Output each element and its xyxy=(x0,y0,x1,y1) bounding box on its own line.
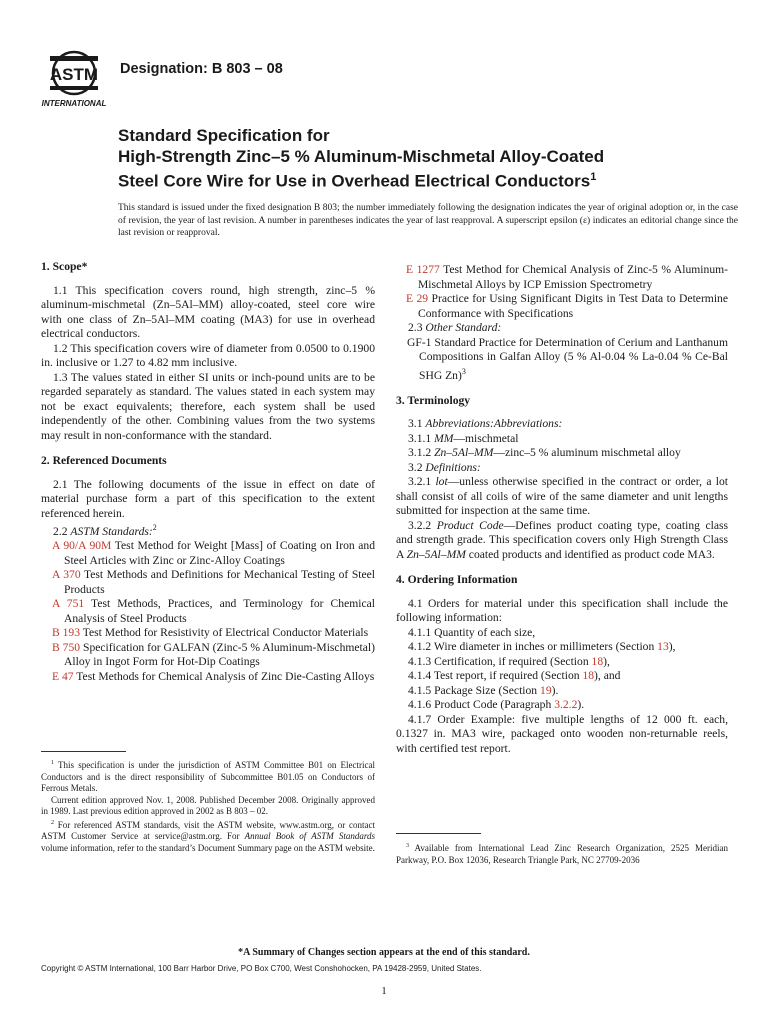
ref-link-a90[interactable]: A 90/A 90M xyxy=(52,539,112,553)
section-link-18[interactable]: 18 xyxy=(591,654,604,668)
para-4-1: 4.1 Orders for material under this specification shall include the following information: xyxy=(396,596,728,625)
ref-link-e47[interactable]: E 47 xyxy=(52,669,74,683)
section-link-13[interactable]: 13 xyxy=(657,640,669,654)
ref-gf1: GF-1 Standard Practice for Determination of Cerium and Lanthanum Compositions in Galfan Alloy (5 % Al-0.04 % La-0.04 % Ce-Bal SHG Zn)$^3$ xyxy=(407,335,728,382)
right-column xyxy=(396,263,728,756)
section-2-heading: 2. Referenced Documents xyxy=(41,454,167,467)
para-3-1: 3.1 Abbreviations:Abbreviations: xyxy=(408,417,563,431)
footnote-2: $^2$ For referenced ASTM standards, visit the ASTM website, www.astm.org, or contact ASTM Customer Service at service@astm.org. For Annual Book of ASTM Standards volume information, refer to the standard’s Document Summary page on the ASTM website. xyxy=(41,819,376,853)
document-title xyxy=(118,125,738,192)
footnotes-right xyxy=(396,841,728,866)
para-2-3: 2.3 Other Standard: xyxy=(408,321,502,334)
page-number: 1 xyxy=(381,985,387,997)
ref-e29: E 29 Practice for Using Significant Digits in Test Data to Determine Conformance with Specifications xyxy=(406,292,728,320)
para-3-2-1: 3.2.1 lot—unless otherwise specified in the contract or order, a lot shall consist of all coils of wire of the same diameter and unit lengths submitted for inspection at the same time. xyxy=(396,475,728,518)
footnote-1b: Current edition approved Nov. 1, 2008. Published December 2008. Originally approved in 1989. Last previous edition approved in 2002 as B 803 – 02. xyxy=(41,794,375,816)
para-4-1-4: 4.1.4 Test report, if required (Section 18), and xyxy=(408,669,621,683)
footnote-1: $^1$ This specification is under the jurisdiction of ASTM Committee B01 on Electrical Conductors and is the direct responsibility of Subcommittee B01.05 on Conductors of Ferrous Metals. xyxy=(41,760,375,793)
section-link-19[interactable]: 19 xyxy=(540,683,552,697)
para-1-2: 1.2 This specification covers wire of diameter from 0.0500 to 0.1900 in. inclusive or 1.27 to 4.82 mm inclusive. xyxy=(41,341,375,369)
section-link-18b[interactable]: 18 xyxy=(582,669,595,683)
para-4-1-6: 4.1.6 Product Code (Paragraph 3.2.2). xyxy=(408,698,585,712)
para-1-1: 1.1 This specification covers round, high strength, zinc–5 % aluminum-mischmetal (Zn–5Al–MM) alloy-coated, steel core wire with one class of Zn–5Al–MM coating (MA3) for use in overhead electrical conductors. xyxy=(41,283,375,340)
footnotes-left xyxy=(41,758,375,854)
title-footnote-mark: 1 xyxy=(590,171,597,183)
logo-caption: INTERNATIONAL xyxy=(41,99,107,108)
ref-link-e1277[interactable]: E 1277 xyxy=(406,263,440,276)
footnote-rule-right xyxy=(396,833,481,834)
ref-e47: E 47 Test Methods for Chemical Analysis of Zinc Die-Casting Alloys xyxy=(52,669,375,683)
summary-note: *A Summary of Changes section appears at the end of this standard. xyxy=(238,947,530,958)
para-3-2-2: 3.2.2 Product Code—Defines product coating type, coating class and strength grade. This specification covers only High Strength Class A Zn–5Al–MM coated products and identified as product code MA3. xyxy=(396,518,728,561)
issue-note: This standard is issued under the fixed designation B 803; the number immediately following the designation indicates the year of original adoption or, in the case of revision, the year of last revision. A number in parentheses indicates the year of last reapproval. A superscript epsilon (ε) indicates an editorial change since the last revision or reapproval. xyxy=(118,203,738,238)
ref-link-a370[interactable]: A 370 xyxy=(52,568,81,582)
ref-b750: B 750 Specification for GALFAN (Zinc-5 % Aluminum-Mischmetal) Alloy in Ingot Form for Hot-Dip Coatings xyxy=(52,640,375,669)
left-column xyxy=(41,260,375,684)
section-4-heading: 4. Ordering Information xyxy=(396,573,518,587)
svg-text:ASTM: ASTM xyxy=(49,65,99,84)
footnote-3: $^3$ Available from International Lead Zinc Research Organization, 2525 Meridian Parkway, P.O. Box 12036, Research Triangle Park, NC 27709-2036 xyxy=(396,843,728,865)
para-1-3: 1.3 The values stated in either SI units or inch-pound units are to be regarded separately as standard. The values stated in each system may not be exact equivalents; therefore, each system shall be used independently of the other. Combining values from the two systems may result in non-conformance with the standard. xyxy=(41,370,375,442)
para-3-2: 3.2 Definitions: xyxy=(408,460,481,474)
para-4-1-5: 4.1.5 Package Size (Section 19). xyxy=(408,683,559,697)
ref-a370: A 370 Test Methods and Definitions for Mechanical Testing of Steel Products xyxy=(52,568,375,596)
designation: Designation: B 803 – 08 xyxy=(120,61,283,77)
ref-link-e29[interactable]: E 29 xyxy=(406,292,429,305)
title-line-3 xyxy=(118,167,738,192)
ref-link-a751[interactable]: A 751 xyxy=(52,597,85,611)
para-4-1-2: 4.1.2 Wire diameter in inches or millimeters (Section 13), xyxy=(408,640,676,654)
ref-e1277: E 1277 Test Method for Chemical Analysis of Zinc-5 % Aluminum-Mischmetal Alloys by ICP Emission Spectrometry xyxy=(406,263,728,291)
para-4-1-1: 4.1.1 Quantity of each size, xyxy=(408,625,536,639)
title-line-2: High-Strength Zinc–5 % Aluminum-Mischmetal Alloy-Coated xyxy=(118,147,605,166)
astm-logo xyxy=(36,48,112,110)
para-2-2: 2.2 ASTM Standards:$^2$ xyxy=(53,523,157,538)
ref-a90: A 90/A 90M Test Method for Weight [Mass] of Coating on Iron and Steel Articles with Zinc or Zinc-Alloy Coatings xyxy=(52,539,376,567)
para-2-1: 2.1 The following documents of the issue in effect on date of material purchase form a part of this specification to the extent referenced herein. xyxy=(41,477,375,520)
para-4-1-7: 4.1.7 Order Example: five multiple lengths of 12 000 ft. each, 0.1327 in. MA3 wire, packaged onto wooden non-returnable reels, with certified test report. xyxy=(396,712,728,755)
ref-b193: B 193 Test Method for Resistivity of Electrical Conductor Materials xyxy=(52,626,369,640)
ref-link-b750[interactable]: B 750 xyxy=(52,640,81,654)
copyright: Copyright © ASTM International, 100 Barr Harbor Drive, PO Box C700, West Conshohocken, PA 19428-2959, United States. xyxy=(41,964,482,973)
para-4-1-3: 4.1.3 Certification, if required (Section 18), xyxy=(408,654,610,668)
ref-a751: A 751 Test Methods, Practices, and Terminology for Chemical Analysis of Steel Products xyxy=(52,597,375,625)
title-line-3-text: Steel Core Wire for Use in Overhead Electrical Conductors xyxy=(118,171,591,191)
title-line-1: Standard Specification for xyxy=(118,126,330,145)
section-3-heading: 3. Terminology xyxy=(396,393,471,407)
para-3-1-1: 3.1.1 MM—mischmetal xyxy=(408,431,519,445)
para-3-1-2: 3.1.2 Zn–5Al–MM—zinc–5 % aluminum mischmetal alloy xyxy=(408,446,681,460)
footnote-rule-left xyxy=(41,751,126,752)
paragraph-link-3-2-2[interactable]: 3.2.2 xyxy=(554,698,578,712)
ref-link-b193[interactable]: B 193 xyxy=(52,626,81,640)
section-1-heading: 1. Scope* xyxy=(41,260,88,273)
